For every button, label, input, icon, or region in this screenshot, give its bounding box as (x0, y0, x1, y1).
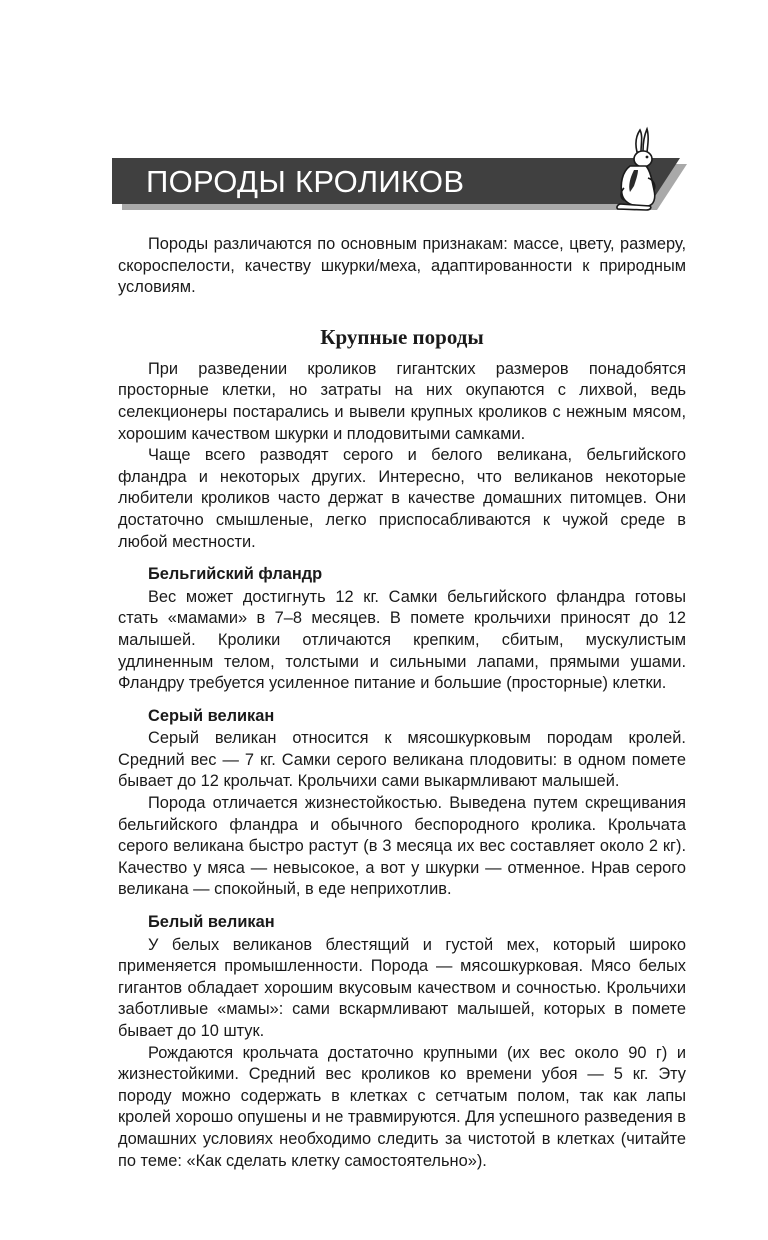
body-paragraph: При разведении кроликов гигантских размеров понадобятся просторные клетки, но затраты на них окупаются с лихвой, ведь селекционеры постарались и вывели крупных кроликов с нежным мясом, хорошим качеством шкурки и плодовитыми самками. (118, 359, 686, 443)
body-paragraph: Чаще всего разводят серого и белого великана, бельгийского фландра и некоторых других. Интересно, что великанов некоторые любители кроликов часто держат в качестве домашних питомцев. Они достаточно смышленые, легко приспосабливаются к чужой среде в любой местности. (118, 446, 686, 551)
section-heading: Крупные породы (320, 324, 484, 349)
rabbit-icon (600, 126, 664, 212)
body-paragraph: У белых великанов блестящий и густой мех, который широко применяется промышленности. Порода — мясошкурковая. Мясо белых гигантов обладает хорошим вкусовым качеством и сочностью. Крольчихи заботливые «мамы»: сами вскармливают малышей, которых в помете бывает до 10 штук. (118, 935, 686, 1040)
breed-heading: Бельгийский фландр (148, 565, 323, 584)
body-paragraph: Вес может достигнуть 12 кг. Самки бельгийского фландра готовы стать «мамами» в 7–8 месяцев. В помете крольчихи приносят до 12 малышей. Кролики отличаются крепким, сбитым, мускулистым удлиненным телом, толстыми и сильными лапами, прямыми ушами. Фландру требуется усиленное питание и большие (просторные) клетки. (118, 587, 686, 693)
body-paragraph: Рождаются крольчата достаточно крупными (их вес около 90 г) и жизнестойкими. Средний вес кроликов ко времени убоя — 5 кг. Эту породу можно содержать в клетках с сетчатым полом, так как лапы кролей хорошо опушены и не травмируются. Для успешного разведения в домашних условиях необходимо следить за чистотой в клетках (читайте по теме: «Как сделать клетку самостоятельно»). (118, 1043, 686, 1170)
breed-heading: Серый великан (148, 706, 275, 725)
body-paragraph: Серый великан относится к мясошкурковым породам кролей. Средний вес — 7 кг. Самки серого великана плодовиты: в одном помете бывает до 12 крольчат. Крольчихи сами выкармливают малышей. (118, 729, 686, 791)
page-body (118, 234, 686, 1172)
intro-paragraph: Породы различаются по основным признакам: массе, цвету, размеру, скороспелости, качеству шкурки/меха, адаптированности к природным условиям. (118, 235, 686, 297)
breed-heading: Белый великан (148, 913, 275, 932)
chapter-title: ПОРОДЫ КРОЛИКОВ (146, 164, 465, 199)
body-paragraph: Порода отличается жизнестойкостью. Выведена путем скрещивания бельгийского фландра и обычного беспородного кролика. Крольчата серого великана быстро растут (в 3 месяца их вес составляет около 2 кг). Качество у мяса — невысокое, а вот у шкурки — отменное. Нрав серого великана — спокойный, в еде неприхотлив. (118, 794, 686, 899)
